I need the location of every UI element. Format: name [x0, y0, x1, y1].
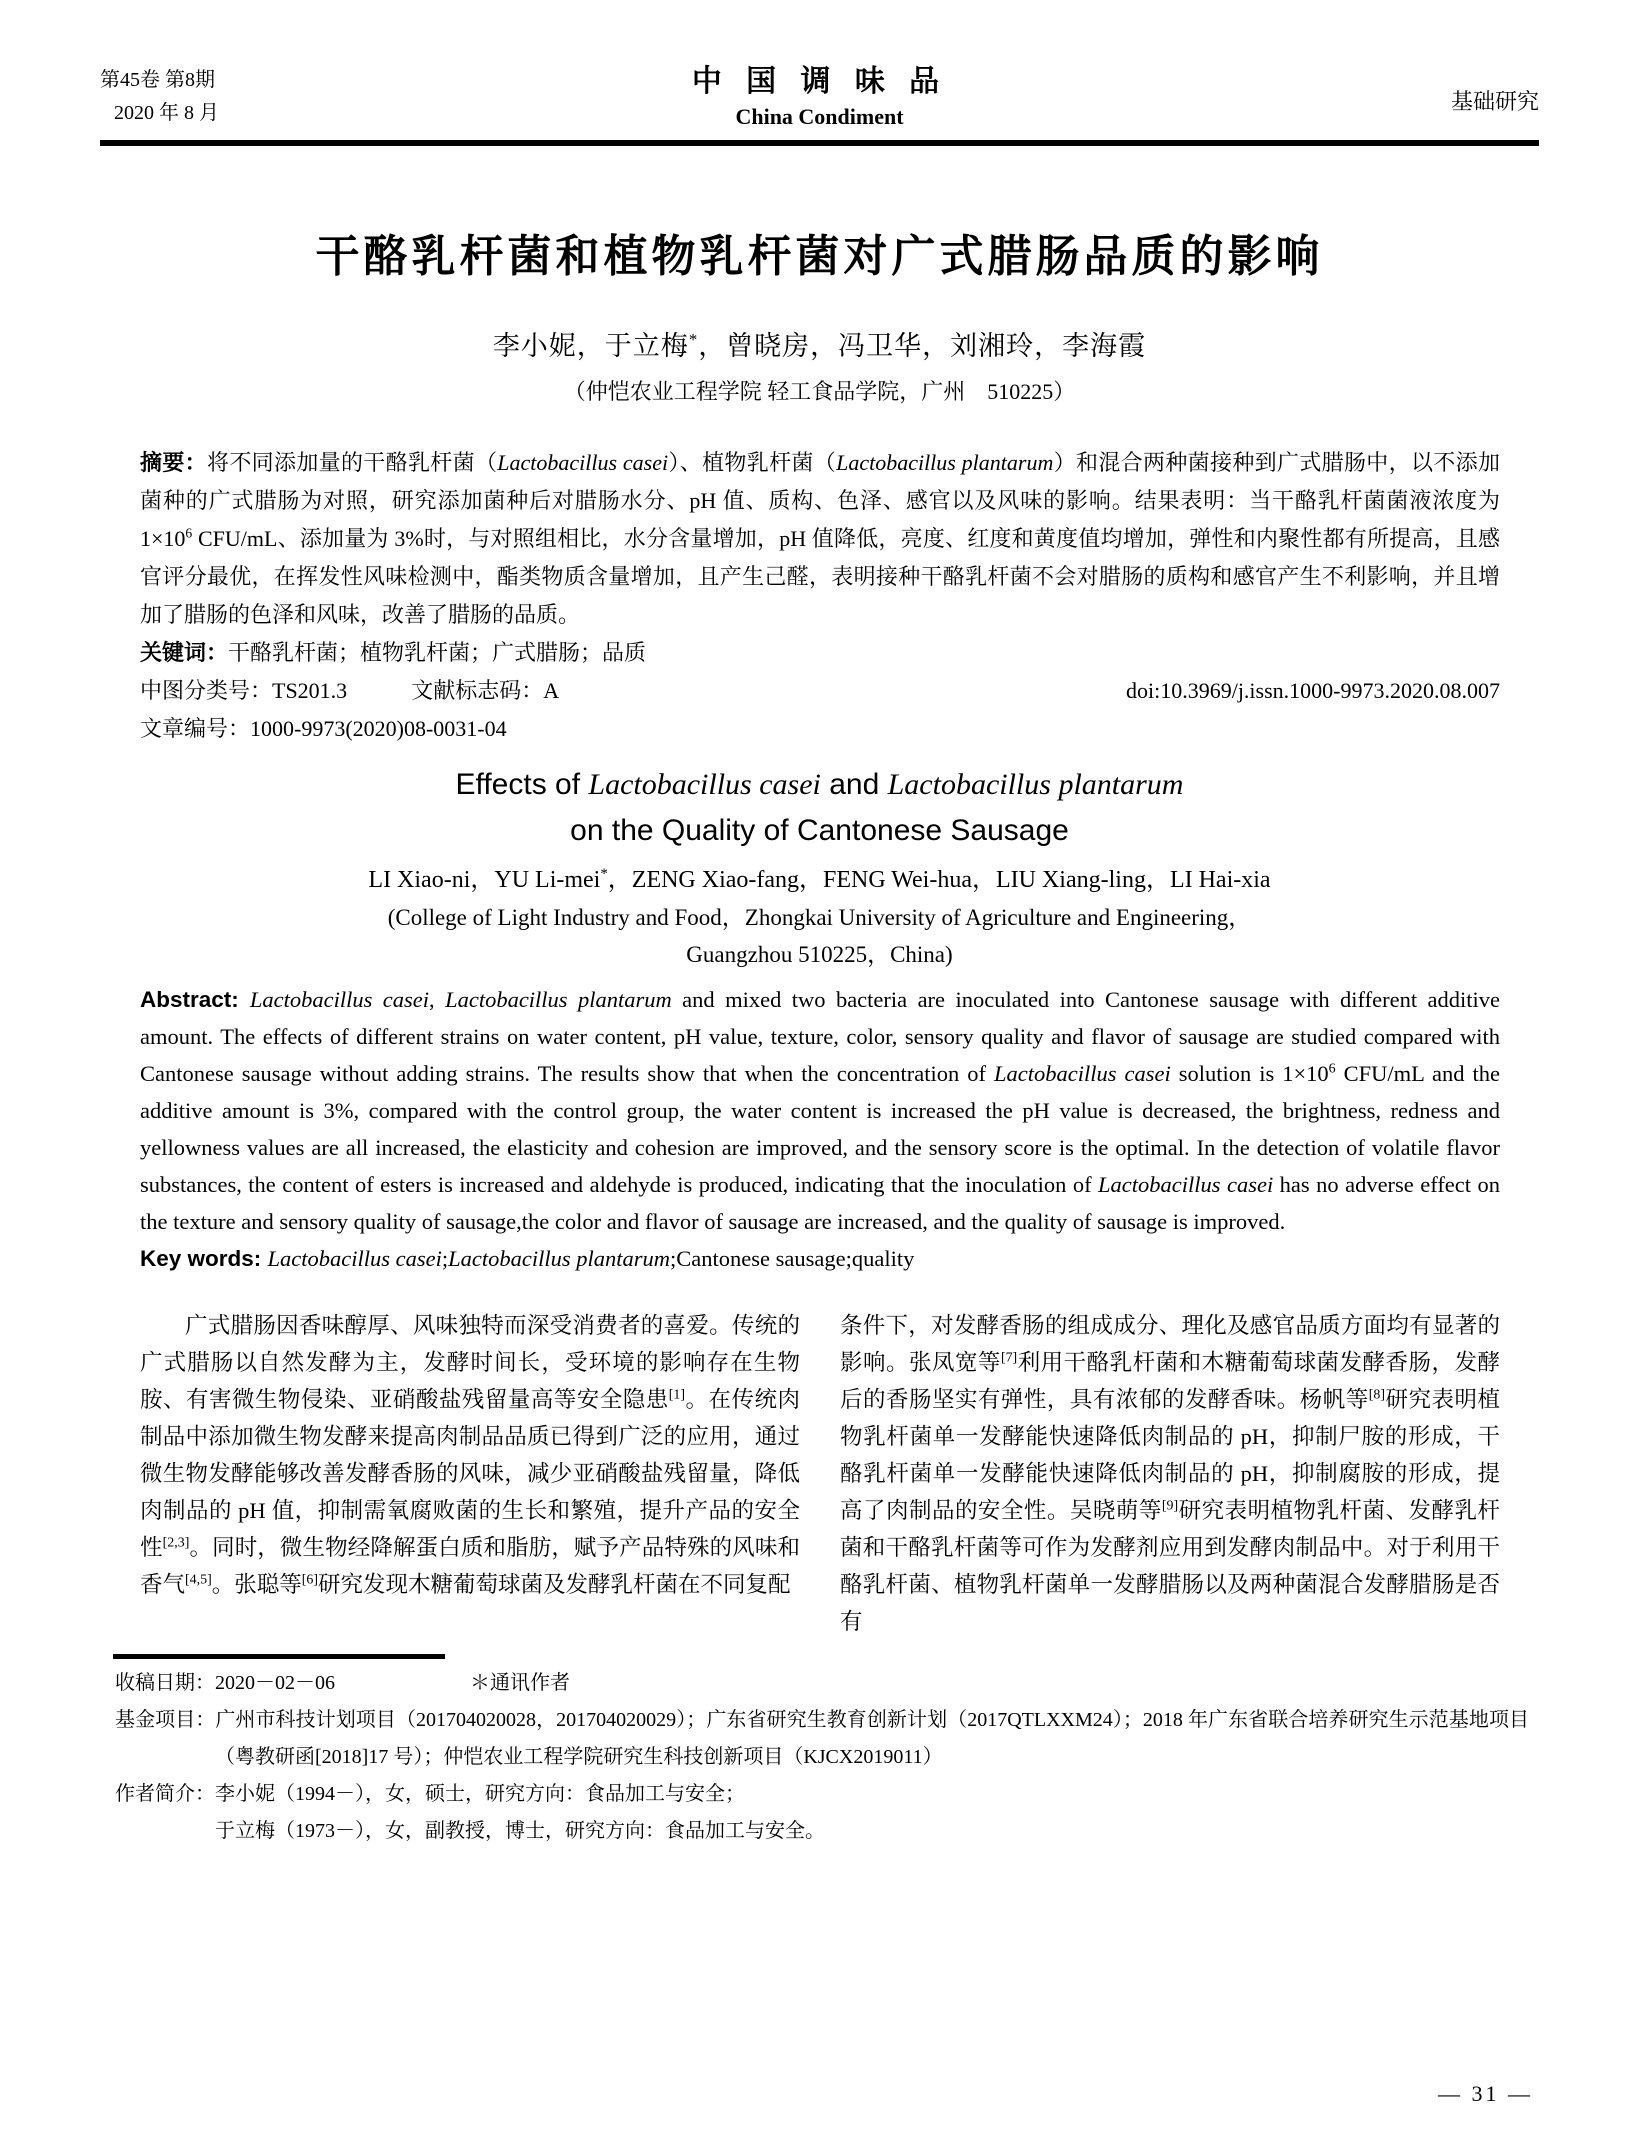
body-column-right: 条件下，对发酵香肠的组成成分、理化及感官品质方面均有显著的影响。张凤宽等[7]利用干酪乳杆菌和木糖葡萄球菌发酵香肠，发酵后的香肠坚实有弹性，具有浓郁的发酵香味。杨帆等[8]研究表明植物乳杆菌单一发酵能快速降低肉制品的 pH，抑制尸胺的形成，干酪乳杆菌单一发酵能快速降低肉制品的 pH，抑制腐胺的形成，提高了肉制品的安全性。吴晓萌等[9]研究表明植物乳杆菌、发酵乳杆菌和干酪乳杆菌等可作为发酵剂应用到发酵肉制品中。对于利用干酪乳杆菌、植物乳杆菌单一发酵腊肠以及两种菌混合发酵腊肠是否有	[840, 1313, 1500, 1634]
volume-issue: 第45卷 第8期	[100, 69, 215, 91]
authors-cn: 李小妮，于立梅*，曾晓房，冯卫华，刘湘玲，李海霞	[492, 330, 1147, 361]
affiliation-en-line2: Guangzhou 510225，China)	[686, 942, 953, 967]
received-date: 收稿日期：2020－02－06	[115, 1672, 335, 1694]
fund-project	[115, 1702, 1529, 1776]
bio-label: 作者简介：	[115, 1783, 215, 1805]
journal-title-block	[330, 56, 1309, 130]
footnotes	[115, 1665, 1529, 1850]
fund-label: 基金项目：	[115, 1709, 216, 1731]
english-header-block	[0, 762, 1639, 973]
journal-title-en: China Condiment	[735, 104, 904, 129]
keywords-en: Key words: Lactobacillus casei;Lactobacillus plantarum;Cantonese sausage;quality	[140, 1246, 915, 1271]
journal-header	[100, 56, 1539, 130]
affiliation-en-line1: (College of Light Industry and Food，Zhongkai University of Agriculture and Engineering，	[387, 905, 1252, 930]
article-title-cn: 干酪乳杆菌和植物乳杆菌对广式腊肠品质的影响	[315, 232, 1324, 281]
meta-row	[140, 672, 1500, 710]
doi: doi:10.3969/j.issn.1000-9973.2020.08.007	[1125, 678, 1500, 703]
clc-number: 中图分类号：TS201.3	[140, 678, 348, 703]
author-bio-line2: 于立梅（1973－），女，副教授，博士，研究方向：食品加工与安全。	[215, 1820, 825, 1842]
journal-title-cn: 中 国 调 味 品	[691, 65, 948, 98]
bio-text-1: 李小妮（1994－），女，硕士，研究方向：食品加工与安全；	[215, 1783, 745, 1805]
body-columns	[140, 1307, 1500, 1640]
body-column-left: 广式腊肠因香味醇厚、风味独特而深受消费者的喜爱。传统的广式腊肠以自然发酵为主，发酵时间长，受环境的影响存在生物胺、有害微生物侵染、亚硝酸盐残留量高等安全隐患[1]。在传统肉制品中添加微生物发酵来提高肉制品品质已得到广泛的应用，通过微生物发酵能够改善发酵香肠的风味，减少亚硝酸盐残留量，降低肉制品的 pH 值，抑制需氧腐败菌的生长和繁殖，提升产品的安全性[2,3]。同时，微生物经降解蛋白质和脂肪，赋予产品特殊的风味和香气[4,5]。张聪等[6]研究发现木糖葡萄球菌及发酵乳杆菌在不同复配	[140, 1313, 800, 1597]
author-bio-line1	[115, 1776, 1529, 1813]
article-title-en-line2: on the Quality of Cantonese Sausage	[570, 814, 1069, 847]
affiliation-cn: （仲恺农业工程学院 轻工食品学院，广州 510225）	[563, 379, 1076, 404]
article-title-en-line1: Effects of Lactobacillus casei and Lactobacillus plantarum	[455, 768, 1184, 801]
authors-en: LI Xiao-ni，YU Li-mei*，ZENG Xiao-fang，FENG Wei-hua，LIU Xiang-ling，LI Hai-xia	[368, 866, 1271, 893]
issue-date: 2020 年 8 月	[114, 102, 219, 124]
abstract-cn: 摘要：将不同添加量的干酪乳杆菌（Lactobacillus casei）、植物乳杆菌（Lactobacillus plantarum）和混合两种菌接种到广式腊肠中，以不添加菌种的广式腊肠为对照，研究添加菌种后对腊肠水分、pH 值、质构、色泽、感官以及风味的影响。结果表明：当干酪乳杆菌菌液浓度为 $1\times 10^6$ CFU/mL、添加量为 3%时，与对照组相比，水分含量增加，pH 值降低，亮度、红度和黄度值均增加，弹性和内聚性都有所提高，且感官评分最优，在挥发性风味检测中，酯类物质含量增加，且产生己醛，表明接种干酪乳杆菌不会对腊肠的质构和感官产生不利影响，并且增加了腊肠的色泽和风味，改善了腊肠的品质。	[140, 450, 1500, 627]
page-number: — 31 —	[1438, 2081, 1533, 2106]
article-number: 文章编号：1000-9973(2020)08-0031-04	[140, 716, 507, 741]
keywords-cn: 关键词：干酪乳杆菌；植物乳杆菌；广式腊肠；品质	[140, 640, 647, 665]
abstract-en: Abstract: Lactobacillus casei, Lactobacillus plantarum and mixed two bacteria are inoculated into Cantonese sausage with different additive amount. The effects of different strains on water content, pH value, texture, color, sensory quality and flavor of sausage are studied compared with Cantonese sausage without adding strains. The results show that when the concentration of Lactobacillus casei solution is $1\times 10^6$ CFU/mL and the additive amount is 3%, compared with the control group, the water content is increased the pH value is decreased, the brightness, redness and yellowness values are all increased, the elasticity and cohesion are improved, and the sensory score is the optimal. In the detection of volatile flavor substances, the content of esters is increased and aldehyde is produced, indicating that the inoculation of Lactobacillus casei has no adverse effect on the texture and sensory quality of sausage,the color and flavor of sausage are increased, and the quality of sausage is improved.	[140, 987, 1501, 1234]
section-label: 基础研究	[1450, 89, 1539, 114]
footnote-received-row	[115, 1665, 1529, 1702]
chinese-abstract-block	[140, 444, 1500, 748]
fund-text: 广州市科技计划项目（201704020028，201704020029）；广东省研究生教育创新计划（2017QTLXXM24）；2018 年广东省联合培养研究生示范基地项目（粤教研函[2018]17 号）；仲恺农业工程学院研究生科技创新项目（KJCX2019011）	[215, 1709, 1530, 1768]
footnote-rule	[113, 1654, 445, 1659]
header-rule	[100, 140, 1539, 146]
document-code: 文献标志码：A	[411, 678, 560, 703]
corresponding-author-note: ＊通讯作者	[470, 1672, 570, 1694]
journal-issue-block	[100, 64, 330, 130]
